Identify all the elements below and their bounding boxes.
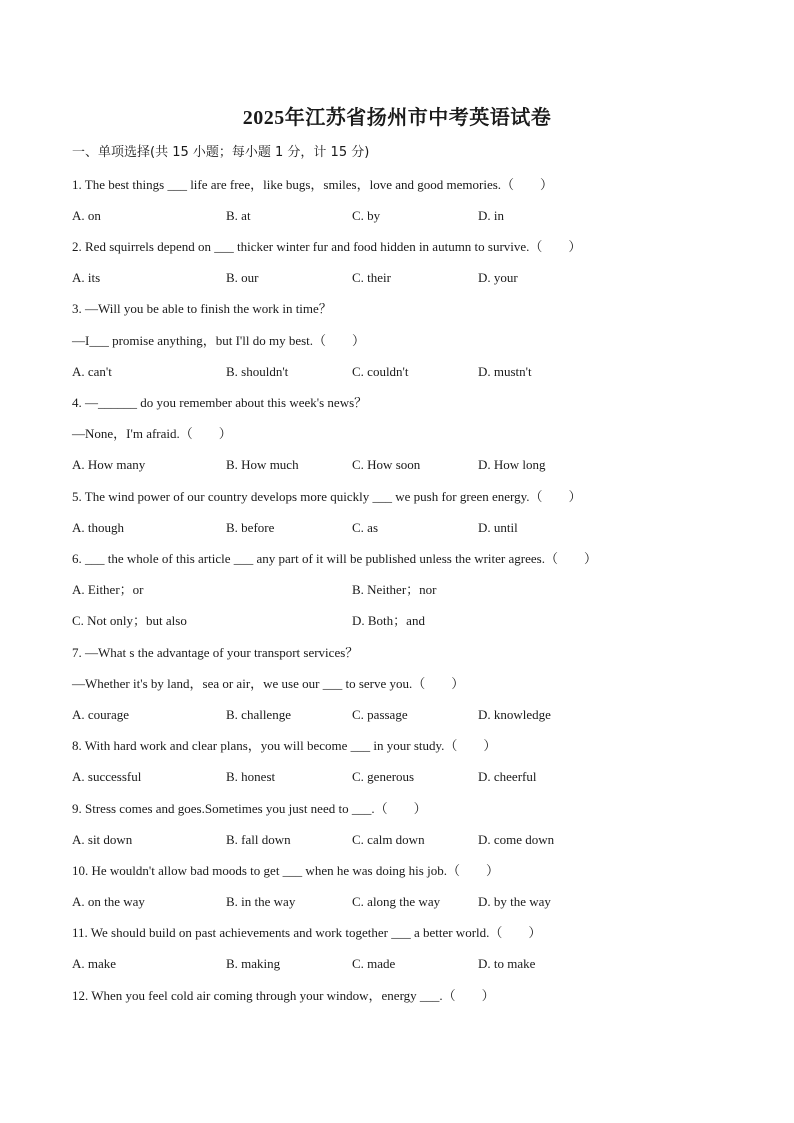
question-7-option-c: C. passage <box>352 707 408 722</box>
question-5-option-a: A. though <box>72 520 124 535</box>
question-11-option-c: C. made <box>352 956 396 971</box>
question-11-option-d: D. to make <box>478 956 536 971</box>
question-10-option-c: C. along the way <box>352 894 441 909</box>
question-11-stem: 11. We should build on past achievements and work together ___ a better world.（ ） <box>72 925 542 940</box>
question-1-option-a: A. on <box>72 208 101 223</box>
question-8-option-a: A. successful <box>72 769 142 784</box>
question-8-option-b: B. honest <box>226 769 276 784</box>
question-2-option-b: B. our <box>226 270 259 285</box>
question-3-option-b: B. shouldn't <box>226 364 289 379</box>
question-10-option-a: A. on the way <box>72 894 145 909</box>
question-10-option-b: B. in the way <box>226 894 296 909</box>
question-1-option-d: D. in <box>478 208 504 223</box>
question-6-stem: 6. ___ the whole of this article ___ any part of it will be published unless the writer agrees.（ ） <box>72 551 597 566</box>
section-heading: 一、单项选择(共 15 小题；每小题 1 分，计 15 分) <box>72 145 370 160</box>
question-9-option-a: A. sit down <box>72 832 133 847</box>
question-9-stem: 9. Stress comes and goes.Sometimes you just need to ___.（ ） <box>72 801 427 816</box>
question-8-stem: 8. With hard work and clear plans，you will become ___ in your study.（ ） <box>72 738 497 753</box>
question-2-stem: 2. Red squirrels depend on ___ thicker winter fur and food hidden in autumn to survive.（ ） <box>72 239 582 254</box>
question-5-stem: 5. The wind power of our country develops more quickly ___ we push for green energy.（ ） <box>72 489 582 504</box>
question-9-option-c: C. calm down <box>352 832 425 847</box>
question-2-option-c: C. their <box>352 270 391 285</box>
question-9-option-d: D. come down <box>478 832 555 847</box>
question-4-stem: 4. —______ do you remember about this week's news？ <box>72 395 368 410</box>
question-7-stem: 7. —What s the advantage of your transport services？ <box>72 645 359 660</box>
question-7-option-d: D. knowledge <box>478 707 551 722</box>
question-3-option-c: C. couldn't <box>352 364 409 379</box>
question-1-stem: 1. The best things ___ life are free，like bugs，smiles，love and good memories.（ ） <box>72 177 554 192</box>
question-3-stem: 3. —Will you be able to finish the work in time？ <box>72 301 332 316</box>
question-7-reply: —Whether it's by land，sea or air，we use our ___ to serve you.（ ） <box>72 676 465 691</box>
question-8-option-d: D. cheerful <box>478 769 537 784</box>
question-9-option-b: B. fall down <box>226 832 291 847</box>
question-1-option-c: C. by <box>352 208 381 223</box>
question-4-option-d: D. How long <box>478 457 546 472</box>
question-7-option-a: A. courage <box>72 707 130 722</box>
question-5-option-b: B. before <box>226 520 275 535</box>
question-2-option-a: A. its <box>72 270 101 285</box>
question-5-option-c: C. as <box>352 520 378 535</box>
question-4-option-c: C. How soon <box>352 457 421 472</box>
question-6-option-d: D. Both；and <box>352 613 425 628</box>
question-3-option-d: D. mustn't <box>478 364 532 379</box>
question-4-reply: —None，I'm afraid.（ ） <box>72 426 232 441</box>
question-5-option-d: D. until <box>478 520 518 535</box>
question-6-option-c: C. Not only；but also <box>72 613 187 628</box>
question-7-option-b: B. challenge <box>226 707 291 722</box>
question-10-stem: 10. He wouldn't allow bad moods to get ___ when he was doing his job.（ ） <box>72 863 499 878</box>
question-12-stem: 12. When you feel cold air coming through your window，energy ___.（ ） <box>72 988 495 1003</box>
question-4-option-b: B. How much <box>226 457 299 472</box>
question-8-option-c: C. generous <box>352 769 415 784</box>
question-6-option-b: B. Neither；nor <box>352 582 437 597</box>
question-10-option-d: D. by the way <box>478 894 551 909</box>
question-3-reply: —I___ promise anything，but I'll do my best.（ ） <box>72 333 366 348</box>
page-title: 2025年江苏省扬州市中考英语试卷 <box>242 107 552 129</box>
question-11-option-a: A. make <box>72 956 117 971</box>
question-3-option-a: A. can't <box>72 364 112 379</box>
question-2-option-d: D. your <box>478 270 518 285</box>
question-6-option-a: A. Either；or <box>72 582 144 597</box>
question-4-option-a: A. How many <box>72 457 146 472</box>
question-1-option-b: B. at <box>226 208 251 223</box>
question-11-option-b: B. making <box>226 956 281 971</box>
